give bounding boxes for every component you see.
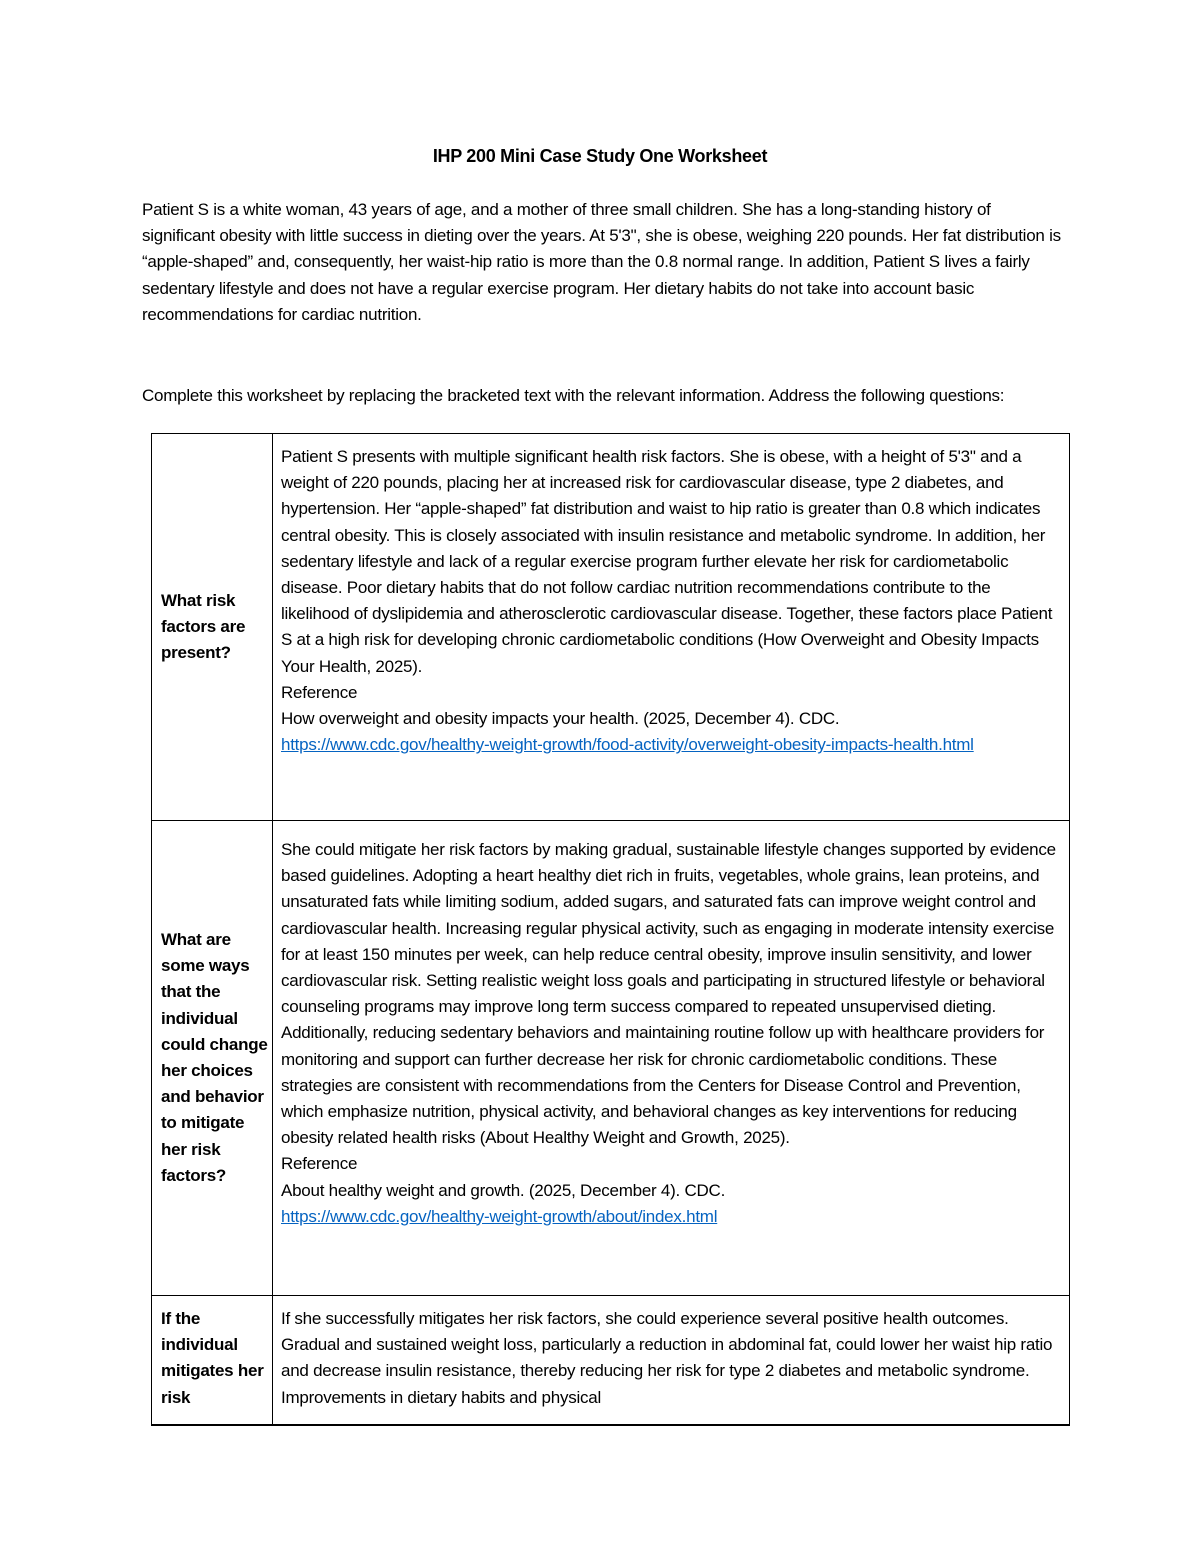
table-row xyxy=(152,434,1070,821)
question-text: What are some ways that the individual could change her choices and behavior to mitigate her risk factors? xyxy=(161,929,268,1185)
answer-text[interactable]: She could mitigate her risk factors by making gradual, sustainable lifestyle changes supported by evidence based guidelines. Adopting a heart healthy diet rich in fruits, vegetables, whole grains, lean proteins, and unsaturated fats while limiting sodium, added sugars, and saturated fats can improve weight control and cardiovascular health. Increasing regular physical activity, such as engaging in moderate intensity exercise for at least 150 minutes per week, can help reduce central obesity, improve insulin sensitivity, and lower cardiovascular risk. Setting realistic weight loss goals and participating in structured lifestyle or behavioral counseling programs may improve long term success compared to repeated unsupervised dieting. Additionally, reducing sedentary behaviors and maintaining routine follow up with healthcare providers for monitoring and support can further decrease her risk for chronic cardiometabolic conditions. These strategies are consistent with recommendations from the Centers for Disease Control and Prevention, which emphasize nutrition, physical activity, and behavioral changes as key interventions for reducing obesity related health risks (About Healthy Weight and Growth, 2025). xyxy=(281,840,1056,1148)
page-title: IHP 200 Mini Case Study One Worksheet xyxy=(432,146,768,166)
reference-link[interactable]: https://www.cdc.gov/healthy-weight-growth/food-activity/overweight-obesity-impacts-health.html xyxy=(281,735,974,755)
table-row xyxy=(152,821,1070,1296)
question-text: What risk factors are present? xyxy=(161,590,246,663)
question-cell xyxy=(152,821,273,1296)
answer-cell[interactable] xyxy=(273,1296,1070,1426)
reference-link[interactable]: https://www.cdc.gov/healthy-weight-growth/about/index.html xyxy=(281,1206,718,1226)
qa-table xyxy=(151,433,1070,1426)
question-cell xyxy=(152,1296,273,1426)
reference-citation: How overweight and obesity impacts your health. (2025, December 4). CDC. xyxy=(281,709,840,729)
answer-text[interactable]: If she successfully mitigates her risk factors, she could experience several positive health outcomes. Gradual and sustained weight loss, particularly a reduction in abdominal fat, could lower her waist hip ratio and decrease insulin resistance, thereby reducing her risk for type 2 diabetes and metabolic syndrome. Improvements in dietary habits and physical xyxy=(281,1309,1053,1407)
question-cell xyxy=(152,434,273,821)
answer-cell[interactable] xyxy=(273,821,1070,1296)
reference-label: Reference xyxy=(281,1154,358,1174)
case-description: Patient S is a white woman, 43 years of age, and a mother of three small children. She has a long-standing history of significant obesity with little success in dieting over the years. At 5'3", she is obese, weighing 220 pounds. Her fat distribution is “apple-shaped” and, consequently, her waist-hip ratio is more than the 0.8 normal range. In addition, Patient S lives a fairly sedentary lifestyle and does not have a regular exercise program. Her dietary habits do not take into account basic recommendations for cardiac nutrition. xyxy=(142,200,1061,324)
instructions: Complete this worksheet by replacing the bracketed text with the relevant information. Address the following questions: xyxy=(142,386,1005,405)
question-text: If the individual mitigates her risk xyxy=(161,1309,264,1407)
table-row xyxy=(152,1296,1070,1426)
reference-label: Reference xyxy=(281,682,358,702)
answer-cell[interactable] xyxy=(273,434,1070,821)
reference-citation: About healthy weight and growth. (2025, December 4). CDC. xyxy=(281,1180,726,1200)
answer-text[interactable]: Patient S presents with multiple significant health risk factors. She is obese, with a height of 5'3" and a weight of 220 pounds, placing her at increased risk for cardiovascular disease, type 2 diabetes, and hypertension. Her “apple-shaped” fat distribution and waist to hip ratio is greater than 0.8 which indicates central obesity. This is closely associated with insulin resistance and metabolic syndrome. In addition, her sedentary lifestyle and lack of a regular exercise program further elevate her risk for cardiometabolic disease. Poor dietary habits that do not follow cardiac nutrition recommendations contribute to the likelihood of dyslipidemia and atherosclerotic cardiovascular disease. Together, these factors place Patient S at a high risk for developing chronic cardiometabolic conditions (How Overweight and Obesity Impacts Your Health, 2025). xyxy=(281,447,1053,676)
